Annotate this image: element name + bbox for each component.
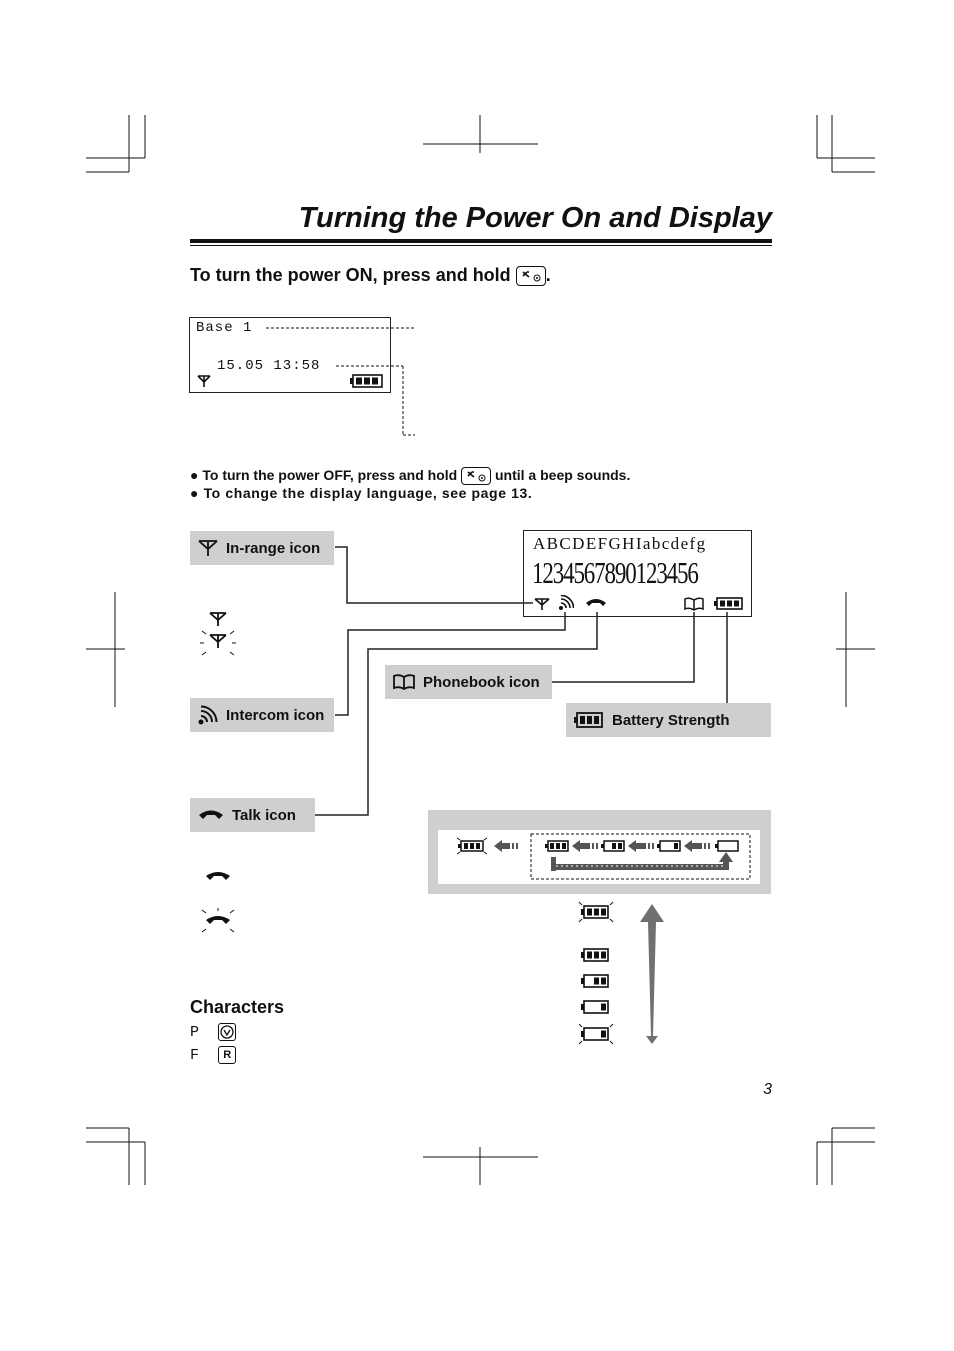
hold-key-icon — [218, 1023, 236, 1041]
display-letters: ABCDEFGHIabcdefg — [533, 534, 707, 553]
bullet-dot: ● — [190, 467, 199, 483]
label-talk-text: Talk icon — [232, 806, 296, 824]
talk-icon — [206, 872, 230, 880]
characters-heading: Characters — [190, 997, 285, 1017]
language-text: To change the display language, see page 13. — [203, 485, 533, 501]
return-arrow-icon — [551, 852, 733, 871]
label-talk — [190, 798, 315, 832]
arrow-left-icon — [572, 840, 598, 852]
antenna-flashing-icon — [200, 631, 236, 655]
intercom-icon — [198, 705, 218, 725]
page-title: Turning the Power On and Display — [298, 202, 772, 234]
display-base-line: Base 1 — [196, 320, 253, 336]
battery-flashing-icon — [579, 902, 613, 922]
battery-icon — [545, 841, 568, 851]
character-f-label: F — [190, 1047, 200, 1064]
in-range-state-icons — [200, 611, 238, 657]
display-digits: 1234567890123456 — [532, 555, 698, 590]
antenna-icon — [198, 539, 218, 557]
battery-one-third-icon — [657, 841, 680, 851]
arrow-left-icon — [494, 840, 518, 852]
phonebook-icon — [393, 674, 415, 690]
page-number: 3 — [763, 1081, 772, 1098]
battery-icon — [574, 712, 604, 728]
bullet-dot: ● — [190, 485, 200, 501]
power-off-text: To turn the power OFF, press and hold — [202, 467, 458, 483]
battery-one-third-icon — [581, 1001, 608, 1013]
battery-charge-sequence — [438, 830, 760, 884]
arrow-left-icon — [684, 840, 710, 852]
power-on-text: To turn the power ON, press and hold — [190, 265, 511, 285]
character-p-label: P — [190, 1024, 200, 1041]
recall-key-icon: R — [218, 1046, 236, 1064]
antenna-icon — [210, 613, 226, 626]
talk-icon — [198, 808, 224, 822]
talk-flashing-icon — [202, 908, 234, 932]
battery-two-thirds-icon — [581, 975, 608, 987]
battery-level-arrow — [637, 902, 667, 1046]
label-intercom-text: Intercom icon — [226, 706, 325, 724]
label-battery — [566, 703, 771, 737]
power-on-end: . — [545, 265, 551, 285]
label-phonebook — [385, 665, 552, 699]
label-battery-text: Battery Strength — [612, 711, 730, 729]
battery-icon — [581, 949, 608, 961]
arrow-left-icon — [628, 840, 654, 852]
talk-state-icons — [200, 866, 238, 936]
battery-low-flashing-icon — [579, 1024, 613, 1044]
battery-flashing-icon — [457, 838, 487, 854]
battery-empty-icon — [715, 841, 738, 851]
battery-two-thirds-icon — [601, 841, 624, 851]
power-off-after-text: until a beep sounds. — [495, 467, 631, 483]
label-intercom — [190, 698, 334, 732]
display-date-time: 15.05 13:58 — [217, 358, 321, 374]
label-in-range — [190, 531, 334, 565]
character-p-row — [190, 1023, 236, 1041]
label-phonebook-text: Phonebook icon — [423, 673, 540, 691]
label-in-range-text: In-range icon — [226, 539, 321, 557]
character-f-row — [190, 1046, 236, 1064]
